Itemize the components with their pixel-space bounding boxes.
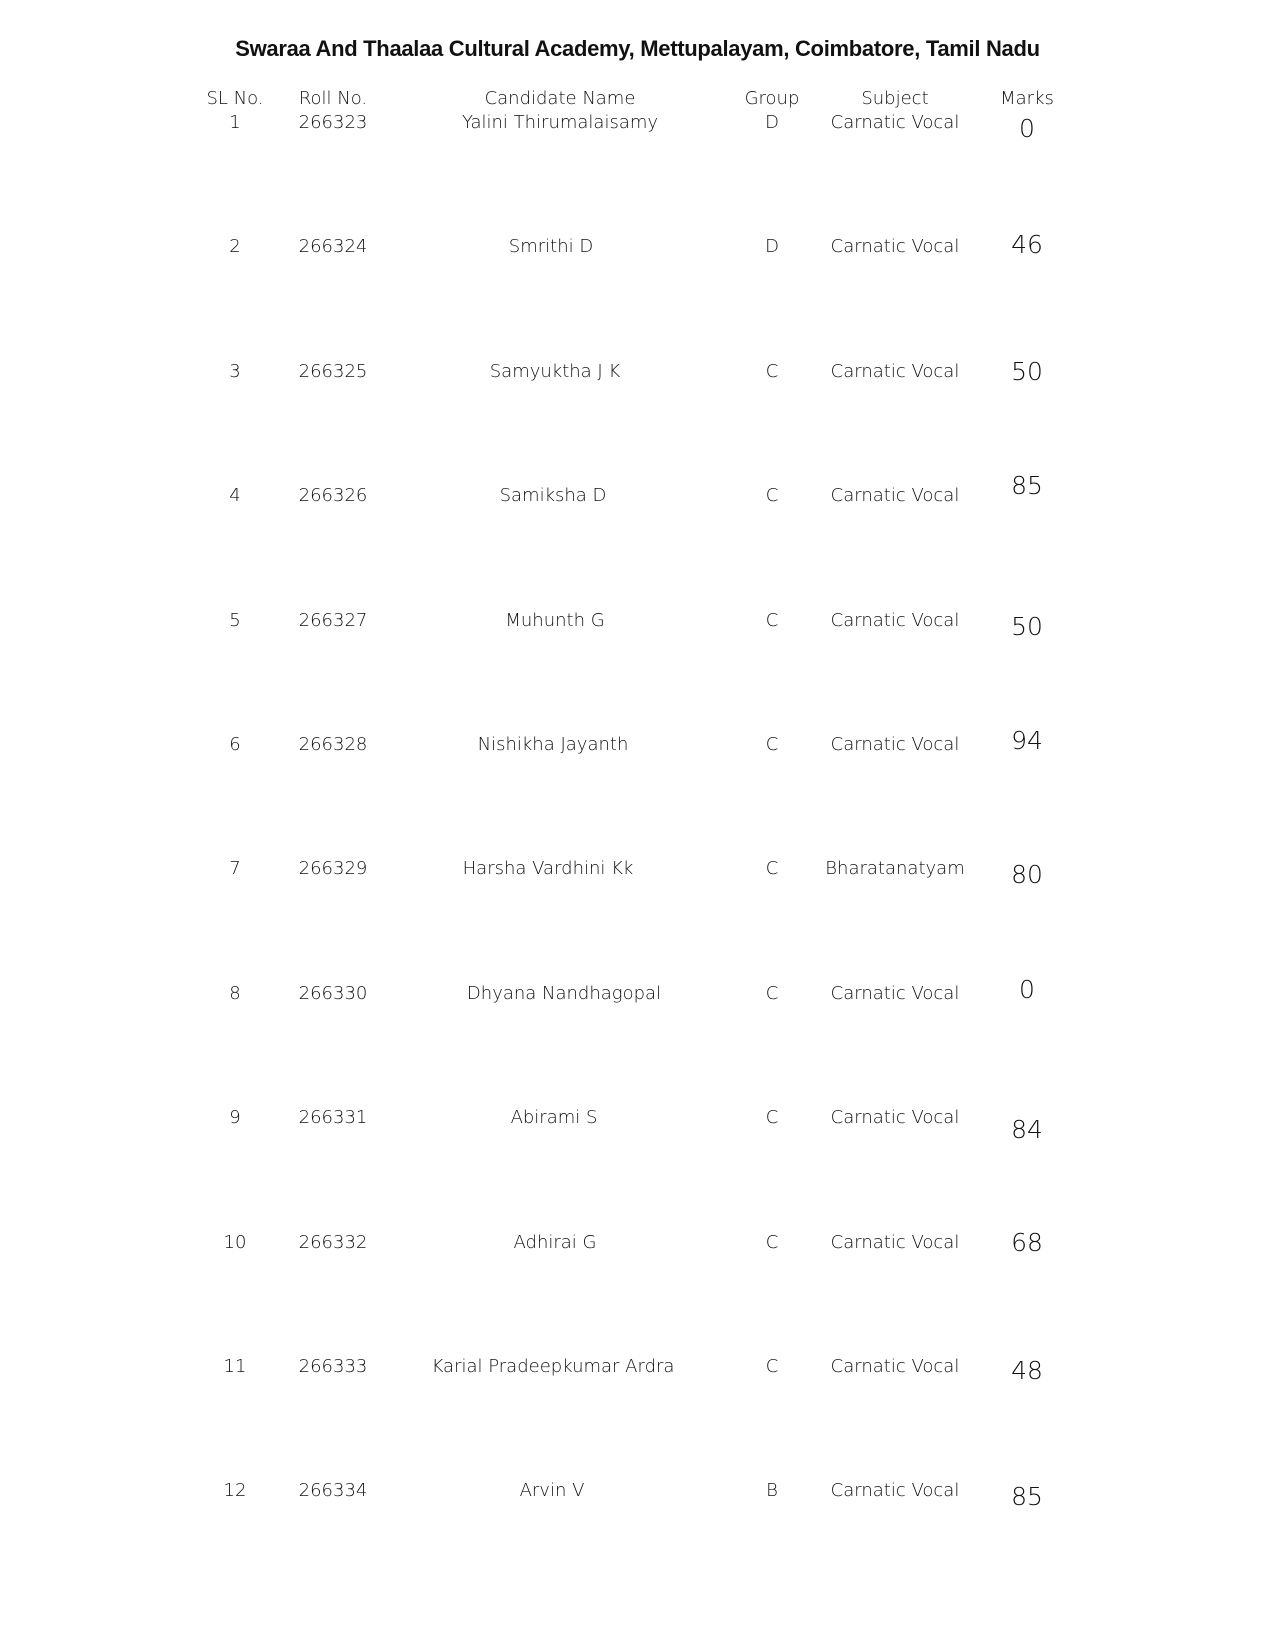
cell-sl: 11 [223, 1356, 247, 1377]
cell-sl: 9 [229, 1107, 241, 1129]
cell-sl: 6 [229, 734, 241, 755]
cell-marks: 0 [1019, 974, 1035, 1004]
cell-marks: 50 [1011, 356, 1043, 386]
cell-subject: Carnatic Vocal [830, 236, 960, 258]
cell-sl: 1 [229, 112, 241, 133]
cell-sl: 3 [229, 360, 241, 382]
cell-subject: Carnatic Vocal [830, 982, 960, 1004]
cell-roll: 266334 [298, 1480, 368, 1502]
cell-marks: 0 [1019, 114, 1035, 143]
cell-marks: 85 [1011, 471, 1043, 501]
cell-roll: 266331 [298, 1107, 368, 1129]
cell-name: Arvin V [519, 1480, 585, 1502]
cell-sl: 10 [223, 1231, 247, 1253]
cell-marks: 80 [1011, 860, 1043, 890]
cell-group: C [765, 1231, 779, 1253]
cell-sl: 7 [229, 858, 241, 880]
cell-group: B [766, 1480, 778, 1502]
cell-group: C [765, 485, 779, 507]
cell-name: Muhunth G [505, 609, 605, 631]
cell-marks: 46 [1011, 230, 1043, 260]
header-group: Group [744, 88, 800, 109]
cell-roll: 266328 [298, 734, 368, 755]
cell-group: C [765, 1356, 779, 1377]
cell-sl: 8 [229, 982, 241, 1004]
cell-roll: 266327 [298, 609, 368, 631]
cell-name: Smrithi D [508, 236, 594, 258]
cell-name: Abirami S [510, 1107, 598, 1129]
cell-marks: 48 [1011, 1356, 1043, 1385]
cell-subject: Bharatanatyam [825, 858, 965, 880]
cell-group: C [765, 1107, 779, 1129]
cell-name: Adhirai G [513, 1231, 597, 1253]
cell-marks: 85 [1011, 1482, 1043, 1512]
cell-subject: Carnatic Vocal [830, 360, 960, 382]
cell-roll: 266326 [298, 485, 368, 507]
cell-name: Harsha Vardhini Kk [462, 858, 634, 880]
cell-sl: 5 [229, 609, 241, 631]
cell-name: Dhyana Nandhagopal [466, 982, 662, 1004]
cell-sl: 12 [223, 1480, 247, 1502]
cell-name: Samiksha D [499, 485, 607, 507]
cell-subject: Carnatic Vocal [830, 1480, 960, 1502]
cell-group: D [765, 236, 779, 258]
cell-name: Karial Pradeepkumar Ardra [431, 1356, 675, 1377]
cell-name: Nishikha Jayanth [477, 734, 629, 755]
cell-roll: 266330 [298, 982, 368, 1004]
cell-name: Yalini Thirumalaisamy [461, 112, 659, 133]
cell-roll: 266323 [298, 112, 368, 133]
header-subject: Subject [861, 88, 929, 109]
cell-group: C [765, 858, 779, 880]
cell-subject: Carnatic Vocal [830, 609, 960, 631]
cell-subject: Carnatic Vocal [830, 1107, 960, 1129]
cell-subject: Carnatic Vocal [830, 485, 960, 507]
cell-sl: 4 [229, 485, 241, 507]
cell-group: C [765, 734, 779, 755]
cell-marks: 68 [1011, 1227, 1043, 1257]
cell-name: Samyuktha J K [489, 360, 621, 382]
cell-sl: 2 [229, 236, 241, 258]
header-roll: Roll No. [298, 88, 368, 109]
cell-subject: Carnatic Vocal [830, 112, 960, 133]
cell-roll: 266333 [298, 1356, 368, 1377]
cell-group: C [765, 982, 779, 1004]
cell-marks: 50 [1011, 611, 1043, 641]
page-title: Swaraa And Thaalaa Cultural Academy, Mettupalayam, Coimbatore, Tamil Nadu [235, 36, 1040, 61]
cell-group: D [765, 112, 779, 133]
cell-subject: Carnatic Vocal [830, 1356, 960, 1377]
cell-subject: Carnatic Vocal [830, 1231, 960, 1253]
cell-group: C [765, 360, 779, 382]
cell-roll: 266325 [298, 360, 368, 382]
cell-roll: 266329 [298, 858, 368, 880]
header-marks: Marks [1000, 88, 1054, 109]
header-sl: SL No. [206, 88, 264, 109]
cell-marks: 84 [1011, 1115, 1043, 1145]
cell-subject: Carnatic Vocal [830, 734, 960, 755]
header-name: Candidate Name [484, 88, 636, 109]
cell-group: C [765, 609, 779, 631]
cell-marks: 94 [1011, 726, 1043, 755]
cell-roll: 266324 [298, 236, 368, 258]
cell-roll: 266332 [298, 1231, 368, 1253]
